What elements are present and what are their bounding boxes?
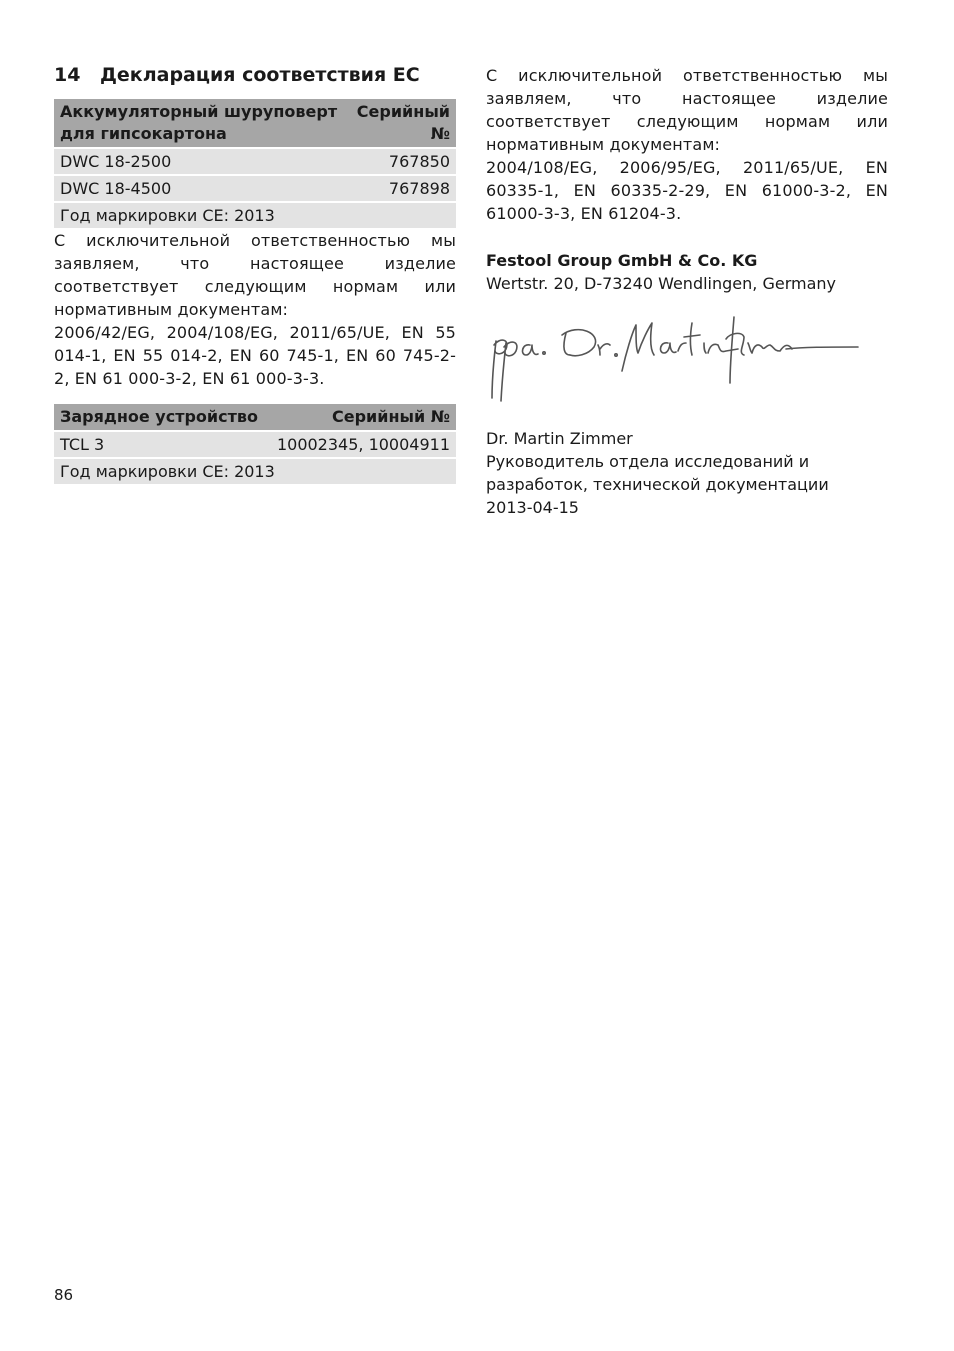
left-column [54, 62, 456, 484]
product-name: DWC 18-4500 [54, 176, 351, 201]
conformity-statement: С исключительной ответственностью мы заявляем, что настоящее изделие соответствует следующим нормам или нормативным документам: [54, 231, 456, 319]
company-address: Wertstr. 20, D-73240 Wendlingen, Germany [486, 274, 836, 293]
serial-header: Серийный № [351, 99, 456, 147]
table-row [54, 176, 456, 201]
table-row [54, 432, 456, 457]
table-row [54, 149, 456, 174]
ce-year: Год маркировки CE: 2013 [54, 203, 456, 228]
product-serial: 767898 [351, 176, 456, 201]
screwdriver-table [54, 97, 456, 230]
product-name: DWC 18-2500 [54, 149, 351, 174]
product-serial: 10002345, 10004911 [268, 432, 456, 457]
serial-header: Серийный № [268, 404, 456, 430]
signer-name: Dr. Martin Zimmer [486, 429, 633, 448]
right-column [486, 62, 888, 519]
section-heading [54, 62, 456, 88]
table-header-row [54, 99, 456, 147]
conformity-statement: С исключительной ответственностью мы заявляем, что настоящее изделие соответствует следующим нормам или нормативным документам: [486, 66, 888, 154]
page-number: 86 [54, 1286, 74, 1304]
table-row [54, 203, 456, 228]
table-header-row [54, 404, 456, 430]
handwritten-signature [486, 303, 866, 413]
section-title: Декларация соответствия ЕС [100, 64, 420, 86]
signature-date: 2013-04-15 [486, 498, 579, 517]
product-header: Зарядное устройство [54, 404, 268, 430]
product-name: TCL 3 [54, 432, 268, 457]
product-serial: 767850 [351, 149, 456, 174]
table-row [54, 459, 456, 484]
norms-list: 2004/108/EG, 2006/95/EG, 2011/65/UE, EN 60335-1, EN 60335-2-29, EN 61000-3-2, EN 61000-3-3, EN 61204-3. [486, 158, 888, 223]
ce-year: Год маркировки CE: 2013 [54, 459, 456, 484]
company-name: Festool Group GmbH & Co. KG [486, 251, 758, 270]
norms-list: 2006/42/EG, 2004/108/EG, 2011/65/UE, EN 55 014-1, EN 55 014-2, EN 60 745-1, EN 60 745-2-2, EN 61 000-3-2, EN 61 000-3-3. [54, 323, 456, 388]
charger-table [54, 402, 456, 486]
signer-role: Руководитель отдела исследований и разработок, технической документации [486, 452, 829, 494]
section-number: 14 [54, 64, 81, 86]
product-header: Аккумуляторный шуруповерт для гипсокартона [54, 99, 351, 147]
